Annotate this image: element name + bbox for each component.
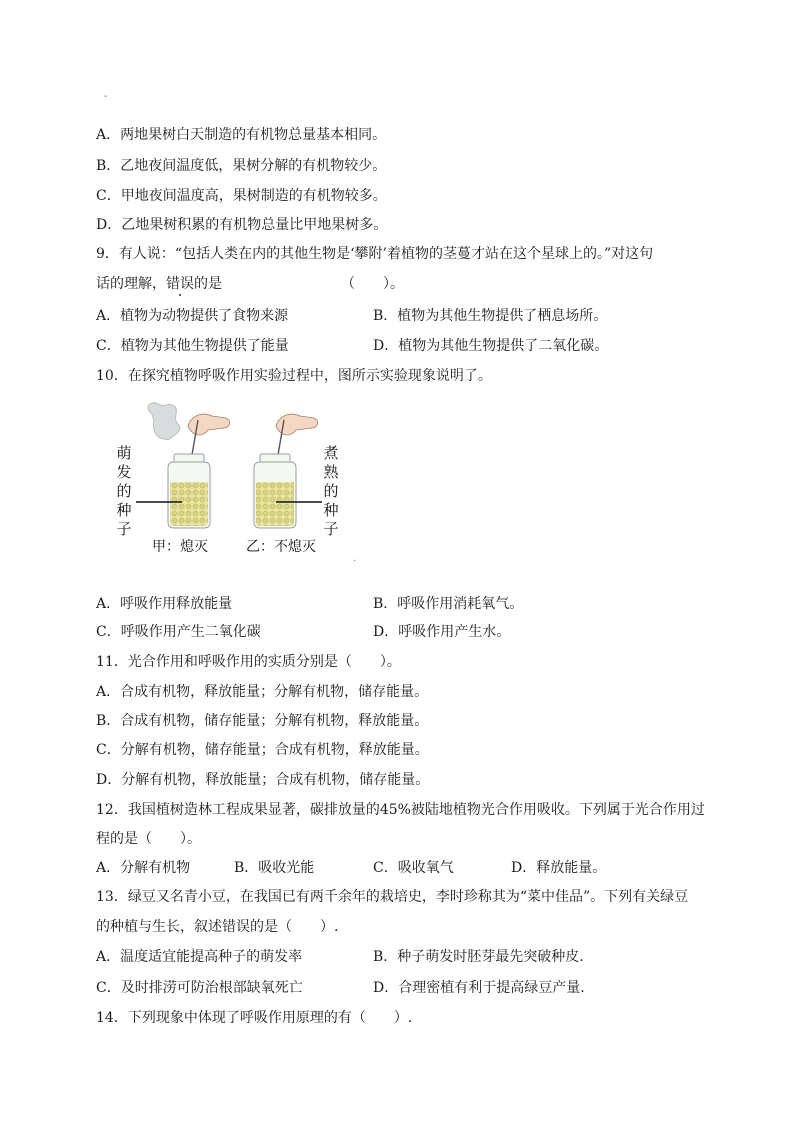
q14-stem: 14．下列现象中体现了呼吸作用原理的有（ ）. xyxy=(96,1010,413,1026)
stray-mark: - xyxy=(104,91,108,102)
q10-option-b: B．呼吸作用消耗氧气。 xyxy=(373,596,524,612)
q9-option-b: B．植物为其他生物提供了栖息场所。 xyxy=(373,308,608,324)
q9-option-d: D．植物为其他生物提供了二氧化碳。 xyxy=(373,338,609,354)
label-germinating-seeds: 萌 发 的 种 子 xyxy=(116,444,132,538)
q10-option-d: D．呼吸作用产生水。 xyxy=(373,624,511,640)
q12-stem-line2: 程的是（ ）。 xyxy=(96,831,201,847)
q10-stem: 10．在探究植物呼吸作用实验过程中，图所示实验现象说明了。 xyxy=(96,368,492,384)
q8-option-a: A．两地果树白天制造的有机物总量基本相同。 xyxy=(96,127,387,143)
q13-option-a: A．温度适宜能提高种子的萌发率 xyxy=(96,949,303,965)
q10-option-a: A．呼吸作用释放能量 xyxy=(96,596,233,612)
q11-stem: 11．光合作用和呼吸作用的实质分别是（ ）。 xyxy=(96,654,401,670)
caption-jar-a: 甲：熄灭 xyxy=(152,539,208,555)
q11-option-d: D．分解有机物，释放能量；合成有机物，储存能量。 xyxy=(96,772,430,788)
q8-option-c: C．甲地夜间温度高，果树制造的有机物较多。 xyxy=(96,188,387,204)
q12-stem-line1: 12．我国植树造林工程成果显著，碳排放量的45%被陆地植物光合作用吸收。下列属于光合作用过 xyxy=(96,802,705,818)
q9-stem-after: 的是 xyxy=(194,276,222,292)
q8-option-b: B．乙地夜间温度低，果树分解的有机物较少。 xyxy=(96,158,387,174)
smoke-icon xyxy=(148,403,180,440)
q9-stem-line1: 9．有人说：“包括人类在内的其他生物是‘攀附’着植物的茎蔓才站在这个星球上的。”对这句 xyxy=(96,246,654,262)
q11-option-c: C．分解有机物，储存能量；合成有机物，释放能量。 xyxy=(96,742,429,758)
q13-option-b: B．种子萌发时胚芽最先突破种皮. xyxy=(373,949,584,965)
figure-dot: · xyxy=(353,556,357,567)
q9-option-a: A．植物为动物提供了食物来源 xyxy=(96,308,289,324)
jar-left xyxy=(168,454,210,528)
q12-option-b: B．吸收光能 xyxy=(234,860,315,876)
q10-option-c: C．呼吸作用产生二氧化碳 xyxy=(96,624,261,640)
q9-emphasis-wrong: 错误 xyxy=(166,276,194,292)
q9-option-c: C．植物为其他生物提供了能量 xyxy=(96,338,289,354)
q9-answer-bracket: （ ）。 xyxy=(341,276,404,292)
q13-stem-line1: 13．绿豆又名青小豆，在我国已有两千余年的栽培史，李时珍称其为“菜中佳品”。下列有关绿豆 xyxy=(96,889,689,905)
q13-option-c: C．及时排涝可防治根部缺氧死亡 xyxy=(96,980,303,996)
q9-stem-line2 xyxy=(96,274,222,294)
q13-option-d: D．合理密植有利于提高绿豆产量. xyxy=(373,980,585,996)
q9-stem-before: 话的理解， xyxy=(96,276,166,292)
q12-option-c: C．吸收氧气 xyxy=(373,860,454,876)
q11-option-a: A．合成有机物，释放能量；分解有机物，储存能量。 xyxy=(96,684,429,700)
label-boiled-seeds: 煮 熟 的 种 子 xyxy=(323,444,339,538)
q13-stem-line2: 的种植与生长，叙述错误的是（ ）. xyxy=(96,919,339,935)
q12-option-d: D．释放能量。 xyxy=(511,860,607,876)
q8-option-d: D．乙地果树积累的有机物总量比甲地果树多。 xyxy=(96,217,388,233)
q11-option-b: B．合成有机物，储存能量；分解有机物，释放能量。 xyxy=(96,713,429,729)
hand-icon-left xyxy=(188,414,230,435)
q12-option-a: A．分解有机物 xyxy=(96,860,191,876)
jar-right xyxy=(254,454,296,528)
caption-jar-b: 乙：不熄灭 xyxy=(246,539,316,555)
q10-figure xyxy=(108,398,348,560)
